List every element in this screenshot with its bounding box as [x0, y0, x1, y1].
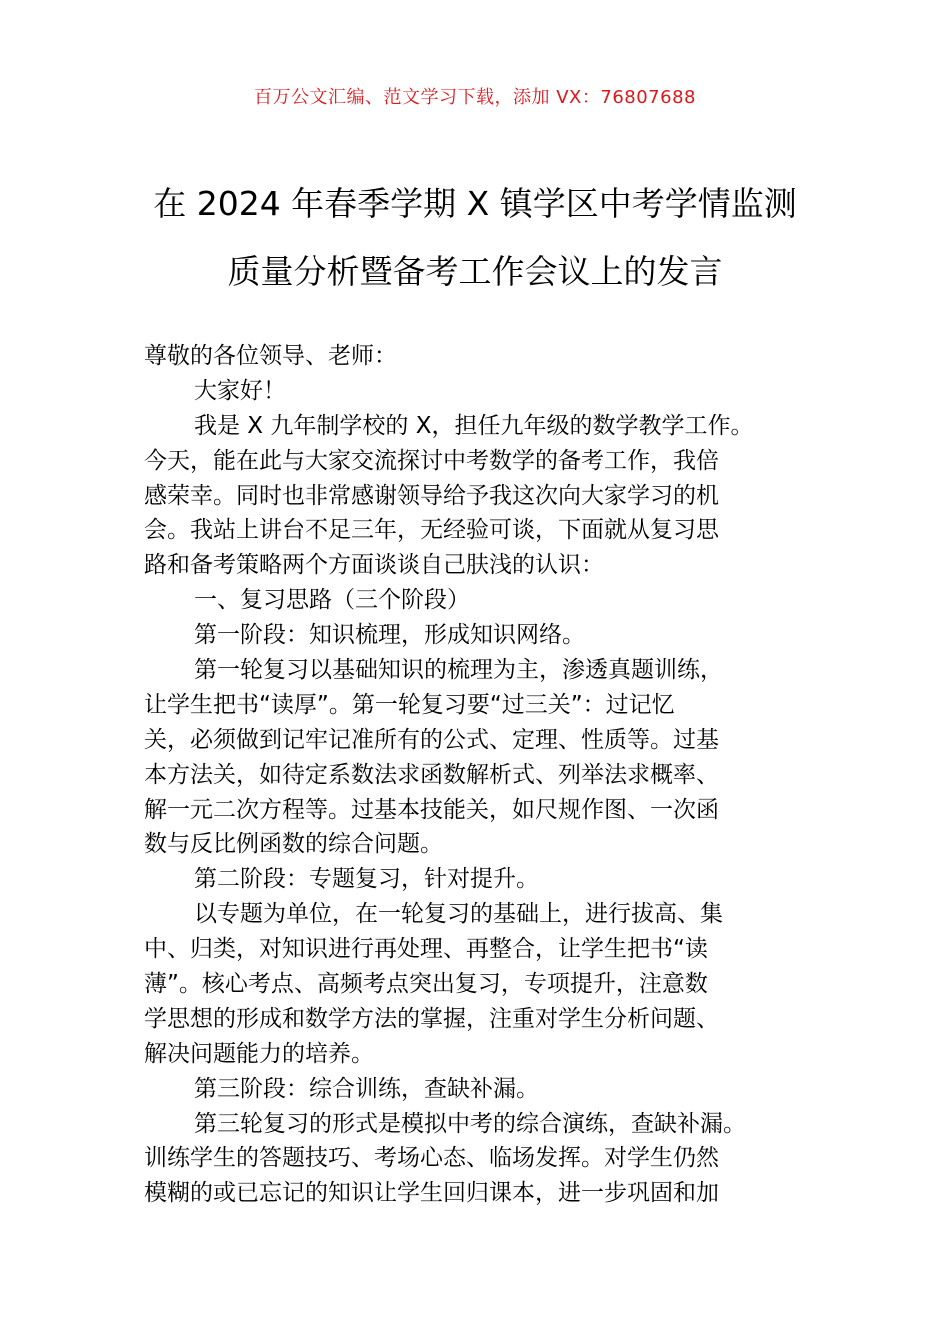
stage-heading: 第一阶段：知识梳理，形成知识网络。 [194, 622, 585, 649]
document-title-line-2: 质量分析暨备考工作会议上的发言 [227, 252, 723, 291]
paragraph-line: 模糊的或已忘记的知识让学生回归课本，进一步巩固和加 [144, 1180, 719, 1207]
paragraph-line: 第三轮复习的形式是模拟中考的综合演练，查缺补漏。 [194, 1110, 746, 1137]
paragraph-line: 会。我站上讲台不足三年，无经验可谈，下面就从复习思 [144, 517, 719, 544]
paragraph-line: 中、归类，对知识进行再处理、再整合，让学生把书“读 [144, 936, 708, 963]
paragraph-line: 第一轮复习以基础知识的梳理为主，渗透真题训练， [194, 657, 723, 684]
section-heading: 一、复习思路（三个阶段） [194, 587, 470, 614]
paragraph-line: 本方法关，如待定系数法求函数解析式、列举法求概率、 [144, 761, 719, 788]
paragraph-line: 训练学生的答题技巧、考场心态、临场发挥。对学生仍然 [144, 1145, 719, 1172]
paragraph-line: 数与反比例函数的综合问题。 [144, 831, 443, 858]
paragraph-line: 感荣幸。同时也非常感谢领导给予我这次向大家学习的机 [144, 482, 719, 509]
stage-heading: 第二阶段：专题复习，针对提升。 [194, 866, 539, 893]
paragraph-line: 以专题为单位，在一轮复习的基础上，进行拔高、集 [194, 901, 723, 928]
paragraph-line: 解一元二次方程等。过基本技能关，如尺规作图、一次函 [144, 796, 719, 823]
paragraph-line: 关，必须做到记牢记准所有的公式、定理、性质等。过基 [144, 726, 719, 753]
document-body [144, 339, 824, 1211]
greeting: 大家好！ [194, 377, 286, 404]
paragraph-line: 今天，能在此与大家交流探讨中考数学的备考工作，我倍 [144, 447, 719, 474]
paragraph-line: 我是 X 九年制学校的 X，担任九年级的数学教学工作。 [194, 412, 754, 439]
paragraph-line: 让学生把书“读厚”。第一轮复习要“过三关”：过记忆 [144, 691, 675, 718]
document-title-line-1: 在 2024 年春季学期 X 镇学区中考学情监测 [153, 184, 797, 223]
paragraph-line: 路和备考策略两个方面谈谈自己肤浅的认识： [144, 552, 604, 579]
paragraph-line: 学思想的形成和数学方法的掌握，注重对学生分析问题、 [144, 1005, 719, 1032]
header-watermark: 百万公文汇编、范文学习下载，添加 VX：76807688 [254, 87, 696, 108]
paragraph-line: 薄”。核心考点、高频考点突出复习，专项提升，注意数 [144, 971, 708, 998]
stage-heading: 第三阶段：综合训练，查缺补漏。 [194, 1075, 539, 1102]
salutation: 尊敬的各位领导、老师： [144, 343, 397, 369]
paragraph-line: 解决问题能力的培养。 [144, 1040, 374, 1067]
